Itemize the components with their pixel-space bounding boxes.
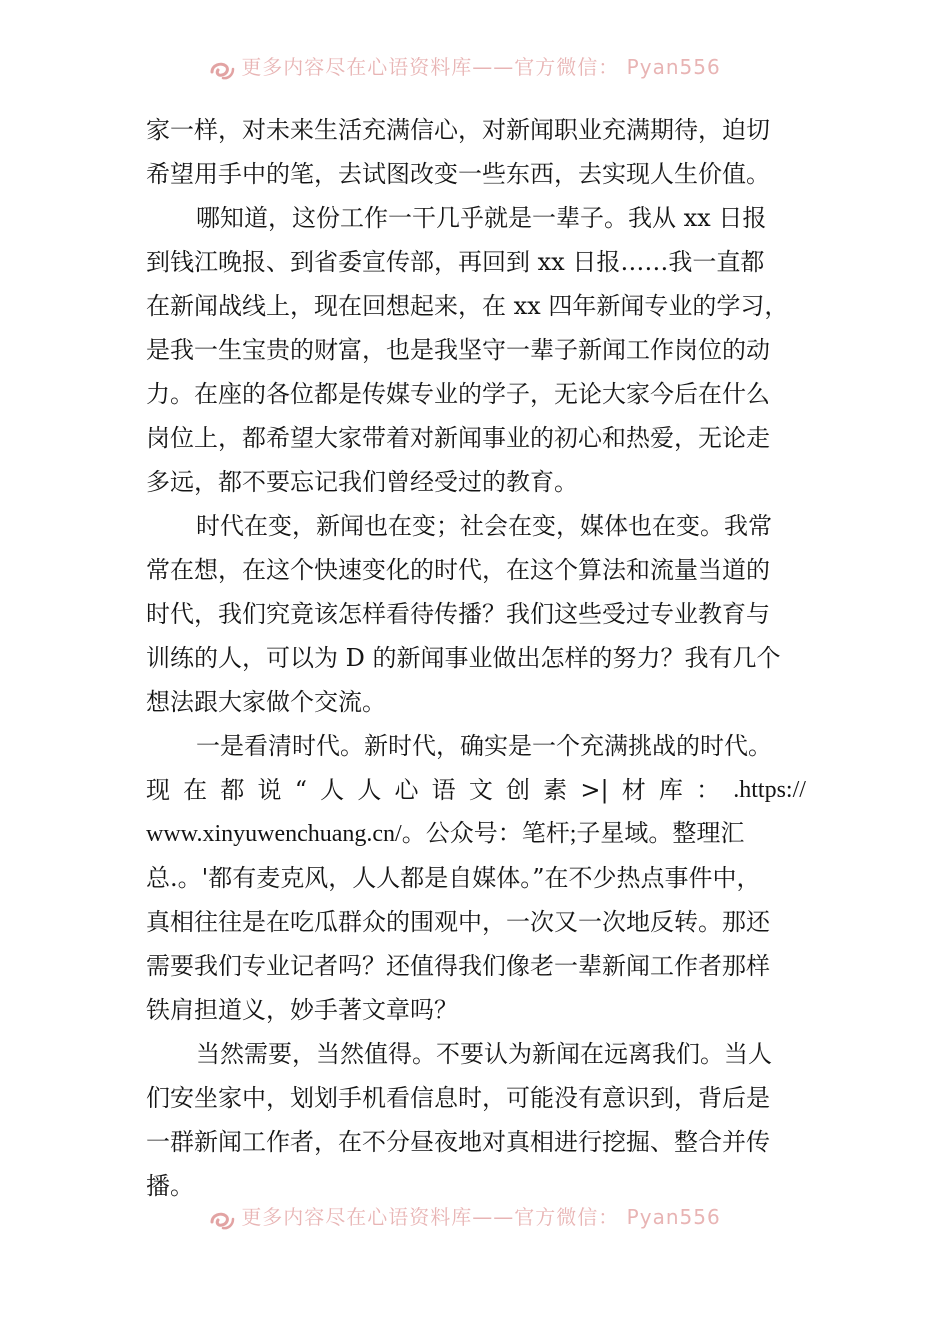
text-char: “ bbox=[294, 776, 307, 804]
text-line: 希望用手中的笔，去试图改变一些东西，去实现人生价值。 bbox=[146, 160, 770, 188]
text-line: 铁肩担道义，妙手著文章吗？ bbox=[146, 996, 458, 1024]
text-line: 播。 bbox=[146, 1172, 194, 1200]
watermark-text: 更多内容尽在心语资料库——官方微信： Pyan556 bbox=[241, 56, 721, 79]
text-line: 真相往往是在吃瓜群众的围观中，一次又一次地反转。那还 bbox=[146, 908, 770, 936]
text-line: 家一样，对未来生活充满信心，对新闻职业充满期待，迫切 bbox=[146, 116, 770, 144]
url-line: www.xinyuwenchuang.cn/。公众号：笔杆;子星域。整理汇 bbox=[146, 821, 745, 847]
header-watermark bbox=[0, 56, 950, 86]
paragraph-start-line: 时代在变，新闻也在变；社会在变，媒体也在变。我常 bbox=[196, 512, 772, 540]
text-char: 说 bbox=[257, 776, 282, 804]
watermark-text: 更多内容尽在心语资料库——官方微信： Pyan556 bbox=[241, 1206, 721, 1229]
text-char: 材 bbox=[621, 776, 646, 804]
paragraph-start-line: 当然需要，当然值得。不要认为新闻在远离我们。当人 bbox=[196, 1040, 772, 1068]
text-line: 时代，我们究竟该怎样看待传播？我们这些受过专业教育与 bbox=[146, 600, 770, 628]
text-char: ： bbox=[696, 776, 721, 804]
text-char: >| bbox=[580, 776, 609, 804]
text-char: 语 bbox=[431, 776, 456, 804]
text-line: 在新闻战线上，现在回想起来，在 xx 四年新闻专业的学习， bbox=[146, 292, 789, 320]
text-line: 训练的人，可以为 D 的新闻事业做出怎样的努力？我有几个 bbox=[146, 644, 781, 672]
text-char: 人 bbox=[320, 776, 345, 804]
text-line: 到钱江晚报、到省委宣传部，再回到 xx 日报……我一直都 bbox=[146, 248, 765, 276]
text-line: 常在想，在这个快速变化的时代，在这个算法和流量当道的 bbox=[146, 556, 770, 584]
text-line: 力。在座的各位都是传媒专业的学子，无论大家今后在什么 bbox=[146, 380, 770, 408]
text-line: 需要我们专业记者吗？还值得我们像老一辈新闻工作者那样 bbox=[146, 952, 770, 980]
text-line: 多远，都不要忘记我们曾经受过的教育。 bbox=[146, 468, 578, 496]
paragraph-start-line: 哪知道，这份工作一干几乎就是一辈子。我从 xx 日报 bbox=[196, 204, 767, 232]
text-char: 人 bbox=[357, 776, 382, 804]
paragraph-start-line: 一是看清时代。新时代，确实是一个充满挑战的时代。 bbox=[196, 732, 772, 760]
document-body bbox=[146, 108, 806, 1208]
text-char: 创 bbox=[506, 776, 530, 804]
text-line: 岗位上，都希望大家带着对新闻事业的初心和热爱，无论走 bbox=[146, 424, 770, 452]
logo-icon bbox=[209, 60, 235, 82]
text-line: 总.。'都有麦克风，人人都是自媒体。”在不少热点事件中， bbox=[146, 864, 761, 892]
text-char: 在 bbox=[183, 776, 208, 804]
text-line: 一群新闻工作者，在不分昼夜地对真相进行挖掘、整合并传 bbox=[146, 1128, 770, 1156]
text-char: 心 bbox=[394, 776, 419, 804]
text-line: 们安坐家中，划划手机看信息时，可能没有意识到，背后是 bbox=[146, 1084, 770, 1112]
text-char: 库 bbox=[658, 776, 683, 804]
text-line: 想法跟大家做个交流。 bbox=[146, 688, 386, 716]
footer-watermark bbox=[0, 1206, 950, 1236]
logo-icon bbox=[209, 1210, 235, 1232]
text-char: 素 bbox=[543, 776, 568, 804]
text-char: 都 bbox=[220, 776, 245, 804]
text-line: 是我一生宝贵的财富，也是我坚守一辈子新闻工作岗位的动 bbox=[146, 336, 770, 364]
url-text: .https:// bbox=[733, 777, 806, 803]
text-char: 文 bbox=[468, 776, 493, 804]
justified-line bbox=[146, 768, 806, 812]
text-char: 现 bbox=[146, 776, 170, 804]
